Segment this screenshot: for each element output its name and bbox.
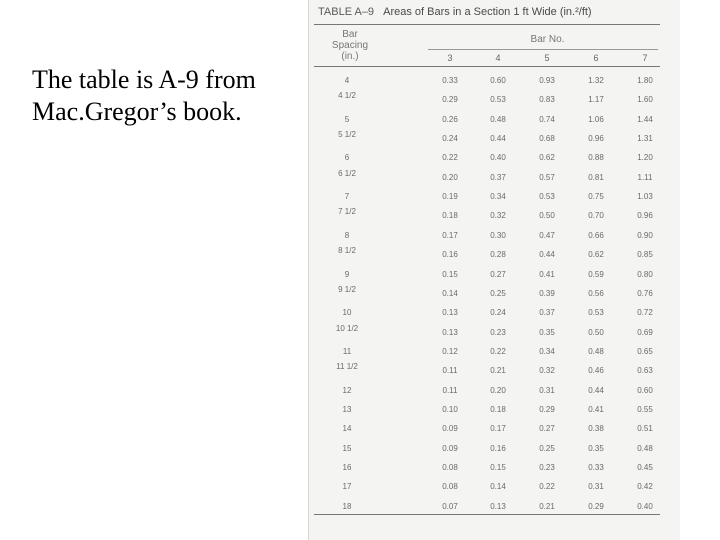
value-cell: 0.45 <box>637 463 653 472</box>
value-cell: 0.31 <box>588 482 604 492</box>
table-row <box>330 269 660 281</box>
value-cell: 0.30 <box>490 230 506 240</box>
value-cell: 0.62 <box>588 250 604 260</box>
value-cell: 0.09 <box>442 424 458 434</box>
table-title <box>318 6 678 18</box>
value-cell: 0.23 <box>490 327 506 337</box>
header-rule <box>314 66 660 67</box>
spacing-cell: 16 <box>342 463 352 472</box>
value-cell: 0.16 <box>490 443 506 453</box>
value-cell: 0.18 <box>442 211 458 221</box>
value-cell: 0.12 <box>442 346 458 356</box>
value-cell: 0.41 <box>539 269 555 279</box>
value-cell: 0.83 <box>539 95 555 105</box>
table-row <box>330 130 660 145</box>
value-cell: 1.60 <box>637 95 653 105</box>
value-cell: 0.22 <box>442 153 458 163</box>
value-cell: 0.13 <box>442 308 458 318</box>
value-cell: 0.60 <box>637 385 653 395</box>
value-cell: 0.48 <box>588 346 604 356</box>
value-cell: 1.03 <box>637 192 653 202</box>
spacing-cell: 11 1/2 <box>336 362 358 372</box>
value-cell: 0.41 <box>588 404 604 414</box>
bar-no-rule <box>428 49 658 50</box>
value-cell: 0.34 <box>490 192 506 202</box>
table-row <box>330 246 660 261</box>
spacing-cell: 8 <box>344 230 350 240</box>
value-cell: 0.32 <box>490 211 506 221</box>
value-cell: 1.20 <box>637 153 653 163</box>
value-cell: 0.37 <box>490 172 506 182</box>
value-cell: 0.14 <box>442 288 458 298</box>
spacing-cell: 5 1/2 <box>338 130 356 140</box>
value-cell: 0.08 <box>442 463 458 472</box>
spacing-cell: 10 <box>342 308 352 318</box>
table-row <box>330 462 660 474</box>
bar-size-header: 5 <box>544 53 550 63</box>
spacing-cell: 5 <box>344 114 350 124</box>
value-cell: 0.40 <box>637 501 653 511</box>
value-cell: 0.72 <box>637 308 653 318</box>
table-row <box>330 323 660 339</box>
value-cell: 0.96 <box>637 211 653 221</box>
table-row <box>330 284 660 300</box>
value-cell: 0.85 <box>637 250 653 260</box>
value-cell: 0.47 <box>539 230 555 240</box>
value-cell: 0.18 <box>490 404 506 414</box>
value-cell: 0.56 <box>588 288 604 298</box>
value-cell: 0.27 <box>539 424 555 434</box>
value-cell: 1.17 <box>588 95 604 105</box>
value-cell: 0.53 <box>588 308 604 318</box>
value-cell: 0.33 <box>442 76 458 85</box>
spacing-cell: 15 <box>342 443 352 453</box>
caption-text: The table is A-9 from Mac.Gregor’s book. <box>32 65 256 126</box>
bar-no-header: Bar No. <box>530 34 565 45</box>
value-cell: 0.69 <box>637 327 653 337</box>
table-row <box>330 501 660 513</box>
value-cell: 0.51 <box>637 424 653 434</box>
value-cell: 0.11 <box>442 385 458 395</box>
value-cell: 0.46 <box>588 366 604 376</box>
value-cell: 0.80 <box>637 269 653 279</box>
panel-divider <box>308 0 309 540</box>
value-cell: 0.17 <box>490 424 506 434</box>
value-cell: 0.15 <box>442 269 458 279</box>
table-row <box>330 114 660 126</box>
value-cell: 0.57 <box>539 172 555 182</box>
value-cell: 0.08 <box>442 482 458 492</box>
table-id: TABLE A–9 <box>318 6 375 18</box>
spacing-cell: 4 <box>344 76 350 85</box>
value-cell: 0.65 <box>637 346 653 356</box>
value-cell: 0.42 <box>637 482 653 492</box>
bar-size-header: 4 <box>495 53 501 63</box>
value-cell: 0.19 <box>442 192 458 202</box>
value-cell: 0.62 <box>539 153 555 163</box>
value-cell: 0.17 <box>442 230 458 240</box>
value-cell: 0.29 <box>588 501 604 511</box>
value-cell: 0.15 <box>490 463 506 472</box>
spacing-cell: 8 1/2 <box>338 246 356 256</box>
spacing-cell: 6 1/2 <box>338 168 356 178</box>
value-cell: 0.63 <box>637 366 653 376</box>
value-cell: 0.40 <box>490 153 506 163</box>
value-cell: 0.59 <box>588 269 604 279</box>
table-row <box>330 91 660 106</box>
value-cell: 0.75 <box>588 192 604 202</box>
value-cell: 0.24 <box>442 134 458 144</box>
spacing-cell: 11 <box>342 346 352 356</box>
value-cell: 0.68 <box>539 134 555 144</box>
spacing-cell: 14 <box>342 424 352 434</box>
table-row <box>330 362 660 377</box>
table-row <box>330 481 660 493</box>
spacing-header: Bar Spacing (in.) <box>331 29 369 62</box>
value-cell: 1.31 <box>637 134 653 144</box>
value-cell: 0.50 <box>539 211 555 221</box>
value-cell: 0.07 <box>442 501 458 511</box>
value-cell: 0.26 <box>442 114 458 124</box>
value-cell: 0.27 <box>490 269 506 279</box>
bar-size-header: 6 <box>593 53 599 63</box>
value-cell: 0.44 <box>539 250 555 260</box>
value-cell: 0.96 <box>588 134 604 144</box>
value-cell: 0.44 <box>588 385 604 395</box>
table-row <box>330 346 660 358</box>
spacing-cell: 12 <box>342 385 352 395</box>
value-cell: 0.76 <box>637 288 653 298</box>
table-row <box>330 423 660 435</box>
value-cell: 0.13 <box>490 501 506 511</box>
value-cell: 0.44 <box>490 134 506 144</box>
value-cell: 1.32 <box>588 76 604 85</box>
value-cell: 0.88 <box>588 153 604 163</box>
value-cell: 0.28 <box>490 250 506 260</box>
value-cell: 0.50 <box>588 327 604 337</box>
table-row <box>330 75 660 87</box>
value-cell: 1.44 <box>637 114 653 124</box>
value-cell: 0.60 <box>490 76 506 85</box>
spacing-cell: 7 <box>344 192 350 202</box>
value-cell: 0.10 <box>442 404 458 414</box>
value-cell: 0.90 <box>637 230 653 240</box>
value-cell: 0.38 <box>588 424 604 434</box>
table-row <box>330 207 660 222</box>
bar-size-header: 7 <box>642 53 648 63</box>
value-cell: 0.21 <box>539 501 555 511</box>
value-cell: 0.74 <box>539 114 555 124</box>
value-cell: 1.06 <box>588 114 604 124</box>
value-cell: 0.53 <box>539 192 555 202</box>
spacing-cell: 4 1/2 <box>338 91 356 101</box>
value-cell: 0.35 <box>588 443 604 453</box>
value-cell: 0.37 <box>539 308 555 318</box>
value-cell: 0.09 <box>442 443 458 453</box>
value-cell: 1.80 <box>637 76 653 85</box>
value-cell: 0.24 <box>490 308 506 318</box>
value-cell: 0.34 <box>539 346 555 356</box>
table-row <box>330 404 660 416</box>
spacing-cell: 9 <box>344 269 350 279</box>
value-cell: 0.22 <box>490 346 506 356</box>
value-cell: 0.48 <box>637 443 653 453</box>
value-cell: 0.35 <box>539 327 555 337</box>
value-cell: 0.48 <box>490 114 506 124</box>
value-cell: 0.22 <box>539 482 555 492</box>
value-cell: 0.16 <box>442 250 458 260</box>
spacing-cell: 17 <box>342 482 352 492</box>
value-cell: 0.21 <box>490 366 506 376</box>
value-cell: 0.14 <box>490 482 506 492</box>
spacing-cell: 9 1/2 <box>338 284 356 294</box>
value-cell: 1.11 <box>637 172 653 182</box>
value-cell: 0.33 <box>588 463 604 472</box>
value-cell: 0.31 <box>539 385 555 395</box>
table-title-text: Areas of Bars in a Section 1 ft Wide (in.²/ft) <box>383 6 592 18</box>
value-cell: 0.13 <box>442 327 458 337</box>
spacing-cell: 10 1/2 <box>335 323 359 333</box>
table-row <box>330 230 660 242</box>
value-cell: 0.20 <box>490 385 506 395</box>
top-rule <box>314 24 660 25</box>
value-cell: 0.25 <box>539 443 555 453</box>
table-row <box>330 385 660 397</box>
value-cell: 0.20 <box>442 172 458 182</box>
value-cell: 0.93 <box>539 76 555 85</box>
value-cell: 0.29 <box>442 95 458 105</box>
value-cell: 0.70 <box>588 211 604 221</box>
value-cell: 0.11 <box>442 366 458 376</box>
table-row <box>330 443 660 455</box>
spacing-cell: 7 1/2 <box>338 207 356 217</box>
spacing-cell: 6 <box>344 153 350 163</box>
value-cell: 0.55 <box>637 404 653 414</box>
value-cell: 0.32 <box>539 366 555 376</box>
table-row <box>330 168 660 184</box>
table-row <box>330 152 660 164</box>
spacing-cell: 13 <box>342 404 352 414</box>
value-cell: 0.23 <box>539 463 555 472</box>
bottom-rule <box>314 514 660 515</box>
value-cell: 0.53 <box>490 95 506 105</box>
value-cell: 0.39 <box>539 288 555 298</box>
bar-size-header: 3 <box>447 53 453 63</box>
value-cell: 0.66 <box>588 230 604 240</box>
spacing-cell: 18 <box>342 501 352 511</box>
value-cell: 0.29 <box>539 404 555 414</box>
value-cell: 0.25 <box>490 288 506 298</box>
table-row <box>330 307 660 319</box>
table-row <box>330 191 660 203</box>
value-cell: 0.81 <box>588 172 604 182</box>
